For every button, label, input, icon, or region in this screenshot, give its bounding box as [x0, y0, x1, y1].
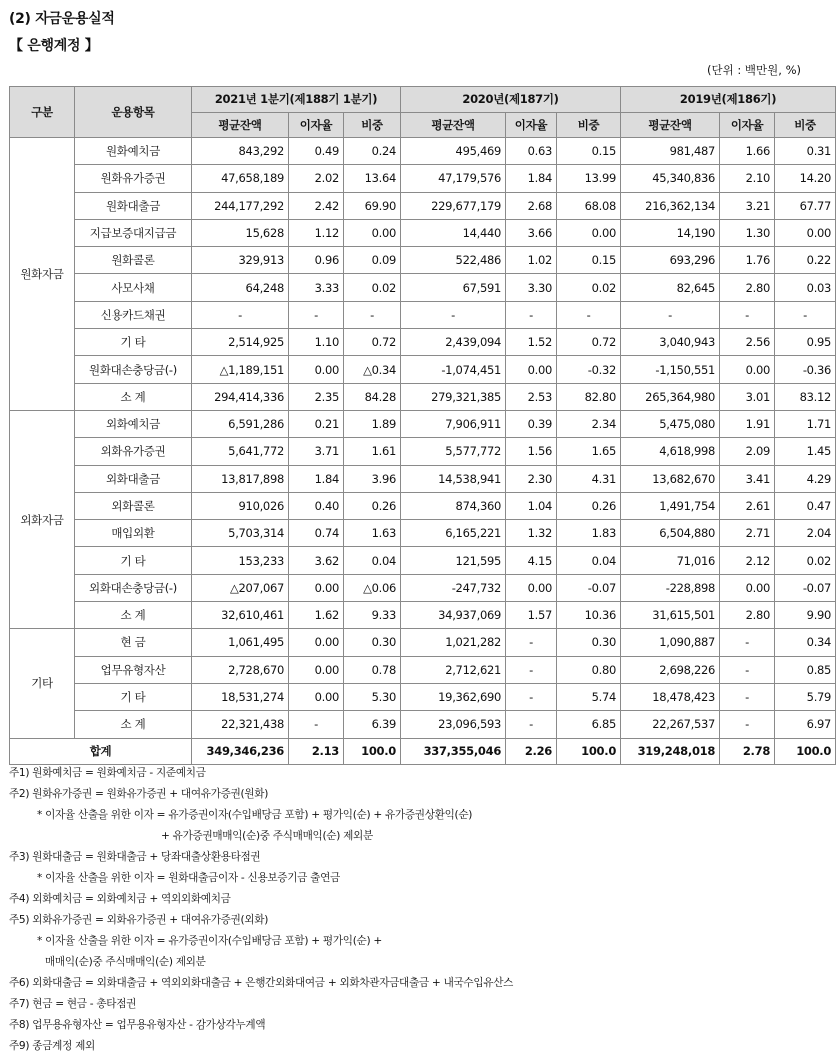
value-cell: 0.80 [557, 656, 621, 683]
value-cell: 69.90 [344, 192, 401, 219]
header-share: 비중 [775, 112, 836, 138]
value-cell: 5.79 [775, 683, 836, 710]
value-cell: 1.84 [289, 465, 344, 492]
value-cell: 244,177,292 [192, 192, 289, 219]
value-cell: 1,021,282 [401, 629, 506, 656]
value-cell: 14,440 [401, 219, 506, 246]
table-row [10, 465, 836, 492]
item-label: 현 금 [75, 629, 192, 656]
table-row [10, 602, 836, 629]
value-cell: 0.03 [775, 274, 836, 301]
header-item: 운용항목 [75, 87, 192, 138]
value-cell: 0.02 [344, 274, 401, 301]
value-cell: - [289, 711, 344, 738]
table-row [10, 165, 836, 192]
header-avg-balance: 평균잔액 [621, 112, 720, 138]
value-cell: - [506, 629, 557, 656]
value-cell: 14.20 [775, 165, 836, 192]
footnote-line: 주1) 원화예치금 = 원화예치금 - 지준예치금 [9, 767, 206, 779]
item-label: 소 계 [75, 602, 192, 629]
value-cell: - [621, 301, 720, 328]
value-cell: 13.99 [557, 165, 621, 192]
value-cell: 1,061,495 [192, 629, 289, 656]
value-cell: 45,340,836 [621, 165, 720, 192]
value-cell: 71,016 [621, 547, 720, 574]
value-cell: 31,615,501 [621, 602, 720, 629]
value-cell: 0.63 [506, 138, 557, 165]
value-cell: 3.62 [289, 547, 344, 574]
item-label: 지급보증대지급금 [75, 219, 192, 246]
item-label: 원화대손충당금(-) [75, 356, 192, 383]
value-cell: 0.26 [557, 492, 621, 519]
value-cell: 1.57 [506, 602, 557, 629]
value-cell: 0.15 [557, 247, 621, 274]
value-cell: 0.15 [557, 138, 621, 165]
value-cell: 1,491,754 [621, 492, 720, 519]
footnotes [9, 763, 809, 1057]
value-cell: 329,913 [192, 247, 289, 274]
value-cell: 67.77 [775, 192, 836, 219]
value-cell: 2.61 [720, 492, 775, 519]
item-label: 소 계 [75, 383, 192, 410]
item-label: 원화유가증권 [75, 165, 192, 192]
value-cell: 1.83 [557, 520, 621, 547]
footnote-line: 주9) 종금계정 제외 [9, 1040, 95, 1052]
value-cell: 4.15 [506, 547, 557, 574]
total-value-cell: 2.26 [506, 738, 557, 764]
value-cell: 0.26 [344, 492, 401, 519]
value-cell: 0.04 [344, 547, 401, 574]
value-cell: 2.80 [720, 602, 775, 629]
item-label: 외화유가증권 [75, 438, 192, 465]
value-cell: - [506, 301, 557, 328]
table-row [10, 492, 836, 519]
value-cell: 1.45 [775, 438, 836, 465]
total-row [10, 738, 836, 764]
value-cell: 693,296 [621, 247, 720, 274]
value-cell: 1.52 [506, 329, 557, 356]
value-cell: - [720, 301, 775, 328]
value-cell: 2.10 [720, 165, 775, 192]
value-cell: 5,641,772 [192, 438, 289, 465]
value-cell: 5.74 [557, 683, 621, 710]
value-cell: △0.34 [344, 356, 401, 383]
group-label: 외화자금 [10, 410, 75, 628]
value-cell: 22,321,438 [192, 711, 289, 738]
value-cell: 64,248 [192, 274, 289, 301]
value-cell: 0.85 [775, 656, 836, 683]
value-cell: 6.85 [557, 711, 621, 738]
value-cell: 4,618,998 [621, 438, 720, 465]
value-cell: 10.36 [557, 602, 621, 629]
value-cell: 14,190 [621, 219, 720, 246]
item-label: 원화대출금 [75, 192, 192, 219]
value-cell: 0.00 [289, 656, 344, 683]
value-cell: -0.07 [775, 574, 836, 601]
value-cell: 843,292 [192, 138, 289, 165]
value-cell: 2,712,621 [401, 656, 506, 683]
value-cell: 2.35 [289, 383, 344, 410]
value-cell: - [289, 301, 344, 328]
value-cell: 23,096,593 [401, 711, 506, 738]
value-cell: 2.68 [506, 192, 557, 219]
value-cell: 1.02 [506, 247, 557, 274]
header-row-periods [10, 87, 836, 113]
fund-table-body [10, 138, 836, 765]
header-avg-balance: 평균잔액 [192, 112, 289, 138]
value-cell: -228,898 [621, 574, 720, 601]
value-cell: 1,090,887 [621, 629, 720, 656]
item-label: 업무유형자산 [75, 656, 192, 683]
value-cell: 0.21 [289, 410, 344, 437]
value-cell: - [720, 656, 775, 683]
value-cell: 6,591,286 [192, 410, 289, 437]
value-cell: 47,179,576 [401, 165, 506, 192]
value-cell: 265,364,980 [621, 383, 720, 410]
value-cell: 15,628 [192, 219, 289, 246]
footnote-line: 주6) 외화대출금 = 외화대출금 + 역외외화대출금 + 은행간외화대여금 + 외화차관자금대출금 + 내국수입유산스 [9, 977, 514, 989]
total-value-cell: 100.0 [775, 738, 836, 764]
value-cell: 1.76 [720, 247, 775, 274]
total-value-cell: 337,355,046 [401, 738, 506, 764]
value-cell: 1.62 [289, 602, 344, 629]
value-cell: 121,595 [401, 547, 506, 574]
value-cell: 0.00 [720, 356, 775, 383]
value-cell: 3.30 [506, 274, 557, 301]
value-cell: 0.04 [557, 547, 621, 574]
value-cell: 0.00 [720, 574, 775, 601]
value-cell: 2.42 [289, 192, 344, 219]
value-cell: 2.56 [720, 329, 775, 356]
value-cell: 47,658,189 [192, 165, 289, 192]
value-cell: 3.71 [289, 438, 344, 465]
value-cell: 4.31 [557, 465, 621, 492]
value-cell: 18,531,274 [192, 683, 289, 710]
table-row [10, 219, 836, 246]
value-cell: 2.30 [506, 465, 557, 492]
item-label: 기 타 [75, 329, 192, 356]
value-cell: 1.63 [344, 520, 401, 547]
value-cell: 1.89 [344, 410, 401, 437]
item-label: 매입외환 [75, 520, 192, 547]
value-cell: 2,728,670 [192, 656, 289, 683]
item-label: 소 계 [75, 711, 192, 738]
value-cell: -0.32 [557, 356, 621, 383]
value-cell: 2.80 [720, 274, 775, 301]
table-row [10, 520, 836, 547]
value-cell: 2.09 [720, 438, 775, 465]
table-row [10, 547, 836, 574]
value-cell: 5,577,772 [401, 438, 506, 465]
value-cell: 0.00 [289, 574, 344, 601]
value-cell: 6.97 [775, 711, 836, 738]
table-row [10, 629, 836, 656]
table-row [10, 247, 836, 274]
value-cell: 34,937,069 [401, 602, 506, 629]
value-cell: 0.09 [344, 247, 401, 274]
value-cell: 0.22 [775, 247, 836, 274]
value-cell: - [720, 711, 775, 738]
value-cell: 0.00 [506, 356, 557, 383]
value-cell: 0.30 [557, 629, 621, 656]
footnote-line: 주8) 업무용유형자산 = 업무용유형자산 - 감가상각누계액 [9, 1019, 266, 1031]
group-label: 원화자금 [10, 138, 75, 411]
value-cell: 82,645 [621, 274, 720, 301]
value-cell: 522,486 [401, 247, 506, 274]
value-cell: 3.41 [720, 465, 775, 492]
value-cell: 0.30 [344, 629, 401, 656]
value-cell: 5,703,314 [192, 520, 289, 547]
value-cell: - [192, 301, 289, 328]
value-cell: 2.12 [720, 547, 775, 574]
item-label: 외화예치금 [75, 410, 192, 437]
value-cell: 3,040,943 [621, 329, 720, 356]
value-cell: - [401, 301, 506, 328]
footnote-line: 주7) 현금 = 현금 - 총타점권 [9, 998, 137, 1010]
value-cell: 216,362,134 [621, 192, 720, 219]
table-row [10, 574, 836, 601]
footnote-line: * 이자율 산출을 위한 이자 = 원화대출금이자 - 신용보증기금 출연금 [37, 872, 340, 884]
footnote-line: * 이자율 산출을 위한 이자 = 유가증권이자(수입배당금 포함) + 평가익(순) + [37, 935, 382, 947]
value-cell: 13,817,898 [192, 465, 289, 492]
value-cell: -247,732 [401, 574, 506, 601]
value-cell: 874,360 [401, 492, 506, 519]
item-label: 기 타 [75, 547, 192, 574]
value-cell: 0.72 [557, 329, 621, 356]
value-cell: 13,682,670 [621, 465, 720, 492]
value-cell: 1.30 [720, 219, 775, 246]
value-cell: 0.24 [344, 138, 401, 165]
value-cell: - [506, 656, 557, 683]
value-cell: 2,514,925 [192, 329, 289, 356]
header-interest-rate: 이자율 [289, 112, 344, 138]
value-cell: 0.00 [775, 219, 836, 246]
value-cell: 0.00 [289, 629, 344, 656]
table-row [10, 301, 836, 328]
table-row [10, 192, 836, 219]
value-cell: 0.74 [289, 520, 344, 547]
value-cell: 82.80 [557, 383, 621, 410]
value-cell: 0.02 [775, 547, 836, 574]
value-cell: 5,475,080 [621, 410, 720, 437]
header-interest-rate: 이자율 [506, 112, 557, 138]
value-cell: 0.02 [557, 274, 621, 301]
value-cell: 0.96 [289, 247, 344, 274]
value-cell: - [344, 301, 401, 328]
value-cell: 0.00 [557, 219, 621, 246]
value-cell: 18,478,423 [621, 683, 720, 710]
footnote-line: 주4) 외화예치금 = 외화예치금 + 역외외화예치금 [9, 893, 231, 905]
value-cell: 1.71 [775, 410, 836, 437]
value-cell: 6,165,221 [401, 520, 506, 547]
account-subtitle: 【 은행계정 】 [9, 38, 99, 54]
table-row [10, 711, 836, 738]
value-cell: -1,074,451 [401, 356, 506, 383]
value-cell: 229,677,179 [401, 192, 506, 219]
value-cell: △1,189,151 [192, 356, 289, 383]
value-cell: 3.96 [344, 465, 401, 492]
value-cell: 0.39 [506, 410, 557, 437]
item-label: 외화대출금 [75, 465, 192, 492]
value-cell: 2,439,094 [401, 329, 506, 356]
footnote-line: 주5) 외화유가증권 = 외화유가증권 + 대여유가증권(외화) [9, 914, 269, 926]
item-label: 사모사채 [75, 274, 192, 301]
value-cell: 5.30 [344, 683, 401, 710]
value-cell: - [720, 629, 775, 656]
item-label: 외화대손충당금(-) [75, 574, 192, 601]
value-cell: 6,504,880 [621, 520, 720, 547]
value-cell: 3.21 [720, 192, 775, 219]
value-cell: 2.02 [289, 165, 344, 192]
value-cell: 1.84 [506, 165, 557, 192]
table-row [10, 329, 836, 356]
footnote-line: 주2) 원화유가증권 = 원화유가증권 + 대여유가증권(원화) [9, 788, 269, 800]
value-cell: 1.66 [720, 138, 775, 165]
table-row [10, 356, 836, 383]
value-cell: 2.71 [720, 520, 775, 547]
header-share: 비중 [557, 112, 621, 138]
value-cell: 84.28 [344, 383, 401, 410]
value-cell: 495,469 [401, 138, 506, 165]
header-share: 비중 [344, 112, 401, 138]
header-group: 구분 [10, 87, 75, 138]
value-cell: 2,698,226 [621, 656, 720, 683]
value-cell: 1.91 [720, 410, 775, 437]
value-cell: 67,591 [401, 274, 506, 301]
fund-table [9, 86, 836, 765]
value-cell: 4.29 [775, 465, 836, 492]
table-row [10, 683, 836, 710]
total-value-cell: 100.0 [344, 738, 401, 764]
value-cell: 3.01 [720, 383, 775, 410]
total-label: 합계 [10, 738, 192, 764]
total-value-cell: 2.78 [720, 738, 775, 764]
value-cell: 3.66 [506, 219, 557, 246]
value-cell: 14,538,941 [401, 465, 506, 492]
value-cell: 32,610,461 [192, 602, 289, 629]
value-cell: 1.61 [344, 438, 401, 465]
value-cell: 279,321,385 [401, 383, 506, 410]
total-value-cell: 319,248,018 [621, 738, 720, 764]
value-cell: - [506, 711, 557, 738]
header-period-2021q1: 2021년 1분기(제188기 1분기) [192, 87, 401, 113]
value-cell: 910,026 [192, 492, 289, 519]
value-cell: 2.04 [775, 520, 836, 547]
value-cell: 2.53 [506, 383, 557, 410]
footnote-line: + 유가증권매매익(순)중 주식매매익(순) 제외분 [161, 830, 373, 842]
value-cell: △0.06 [344, 574, 401, 601]
value-cell: 83.12 [775, 383, 836, 410]
header-period-2020: 2020년(제187기) [401, 87, 621, 113]
value-cell: -1,150,551 [621, 356, 720, 383]
table-row [10, 438, 836, 465]
value-cell: △207,067 [192, 574, 289, 601]
value-cell: 19,362,690 [401, 683, 506, 710]
value-cell: -0.07 [557, 574, 621, 601]
value-cell: - [557, 301, 621, 328]
value-cell: 0.72 [344, 329, 401, 356]
table-row [10, 410, 836, 437]
value-cell: 1.32 [506, 520, 557, 547]
value-cell: 1.56 [506, 438, 557, 465]
value-cell: 153,233 [192, 547, 289, 574]
value-cell: 0.47 [775, 492, 836, 519]
total-value-cell: 100.0 [557, 738, 621, 764]
total-value-cell: 2.13 [289, 738, 344, 764]
header-period-2019: 2019년(제186기) [621, 87, 836, 113]
table-row [10, 274, 836, 301]
value-cell: 0.95 [775, 329, 836, 356]
table-row [10, 656, 836, 683]
value-cell: 0.34 [775, 629, 836, 656]
total-value-cell: 349,346,236 [192, 738, 289, 764]
value-cell: 0.00 [289, 683, 344, 710]
value-cell: - [720, 683, 775, 710]
value-cell: 1.04 [506, 492, 557, 519]
value-cell: 68.08 [557, 192, 621, 219]
value-cell: 0.40 [289, 492, 344, 519]
value-cell: 0.49 [289, 138, 344, 165]
footnote-line: * 이자율 산출을 위한 이자 = 유가증권이자(수입배당금 포함) + 평가익(순) + 유가증권상환익(순) [37, 809, 473, 821]
footnote-line: 주3) 원화대출금 = 원화대출금 + 당좌대출상환용타점권 [9, 851, 261, 863]
group-label: 기타 [10, 629, 75, 738]
item-label: 원화예치금 [75, 138, 192, 165]
header-avg-balance: 평균잔액 [401, 112, 506, 138]
item-label: 기 타 [75, 683, 192, 710]
value-cell: 13.64 [344, 165, 401, 192]
table-row [10, 138, 836, 165]
value-cell: 0.00 [506, 574, 557, 601]
value-cell: 0.31 [775, 138, 836, 165]
value-cell: 22,267,537 [621, 711, 720, 738]
value-cell: 1.12 [289, 219, 344, 246]
value-cell: 1.65 [557, 438, 621, 465]
value-cell: - [506, 683, 557, 710]
header-interest-rate: 이자율 [720, 112, 775, 138]
item-label: 신용카드채권 [75, 301, 192, 328]
section-title: (2) 자금운용실적 [9, 11, 115, 27]
value-cell: 2.34 [557, 410, 621, 437]
value-cell: 981,487 [621, 138, 720, 165]
value-cell: -0.36 [775, 356, 836, 383]
item-label: 외화콜론 [75, 492, 192, 519]
value-cell: 1.10 [289, 329, 344, 356]
value-cell: 6.39 [344, 711, 401, 738]
table-row [10, 383, 836, 410]
value-cell: 0.00 [289, 356, 344, 383]
value-cell: 294,414,336 [192, 383, 289, 410]
value-cell: 0.00 [344, 219, 401, 246]
unit-label: (단위 : 백만원, %) [707, 63, 801, 77]
item-label: 원화콜론 [75, 247, 192, 274]
value-cell: - [775, 301, 836, 328]
value-cell: 0.78 [344, 656, 401, 683]
value-cell: 9.90 [775, 602, 836, 629]
footnote-line: 매매익(순)중 주식매매익(순) 제외분 [45, 956, 206, 968]
value-cell: 3.33 [289, 274, 344, 301]
value-cell: 7,906,911 [401, 410, 506, 437]
value-cell: 9.33 [344, 602, 401, 629]
